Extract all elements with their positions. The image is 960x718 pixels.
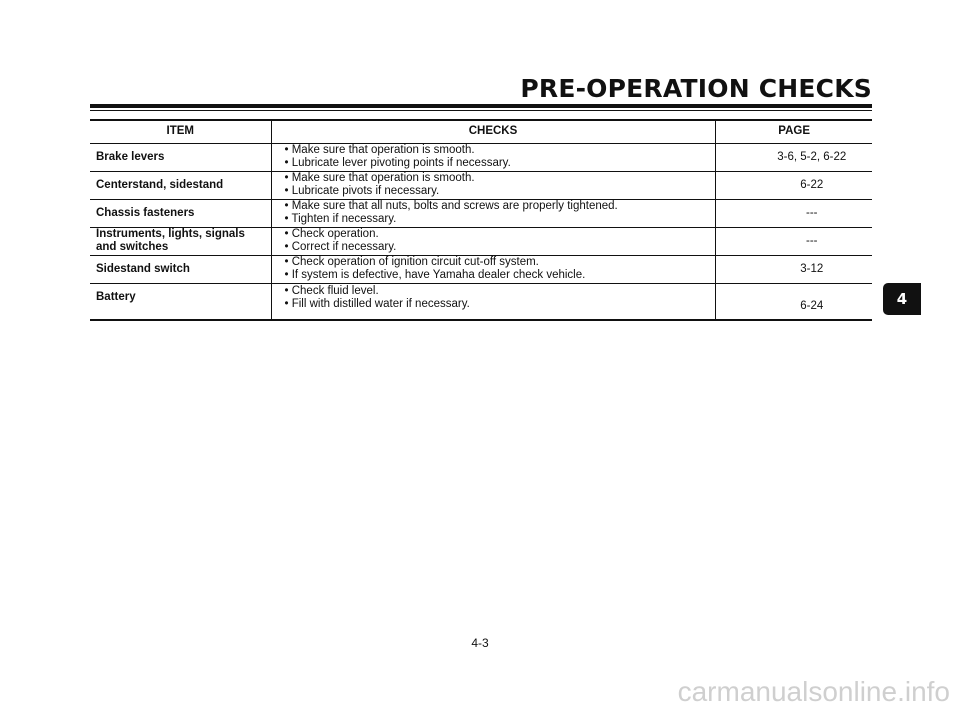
check-bullet: • Correct if necessary. [284,241,397,253]
table-row [90,171,872,199]
check-bullet: • Tighten if necessary. [284,213,397,225]
check-bullet: • Lubricate pivots if necessary. [284,185,440,197]
header-rule-thick [90,104,872,108]
checks-cell [271,199,715,227]
check-bullet: • Make sure that all nuts, bolts and screws are properly tightened. [284,200,618,212]
item-cell [90,171,271,199]
checks-cell [271,143,715,171]
table-row [90,143,872,171]
table-header-row [90,120,872,143]
check-bullet: • Check operation. [284,228,379,240]
check-bullet: • Fill with distilled water if necessary. [284,297,470,310]
item-cell [90,283,271,320]
item-label: and switches [96,241,169,253]
item-label: Chassis fasteners [96,206,195,219]
check-bullet: • Check operation of ignition circuit cut-off system. [284,256,539,268]
watermark: carmanualsonline.info [677,676,950,707]
page-title: PRE-OPERATION CHECKS [520,74,872,103]
header-rule-thin [90,110,872,111]
pre-operation-checks-table [90,119,872,321]
item-label: Sidestand switch [96,262,190,275]
page-reference: --- [806,206,818,219]
page-number: 4-3 [471,636,489,650]
item-label: Battery [96,290,136,303]
check-bullet: • Lubricate lever pivoting points if necessary. [284,157,511,169]
column-header-checks: CHECKS [271,120,715,143]
page-reference: --- [806,234,818,247]
checks-cell [271,171,715,199]
item-label: Brake levers [96,150,165,163]
table-row [90,227,872,255]
checks-cell [271,283,715,320]
table-row [90,283,872,320]
check-bullet: • Check fluid level. [284,284,379,297]
check-bullet: • Make sure that operation is smooth. [284,144,475,156]
page-reference: 6-24 [800,300,824,312]
table-row [90,255,872,283]
table-row [90,199,872,227]
check-bullet: • Make sure that operation is smooth. [284,172,475,184]
column-header-item: ITEM [90,120,271,143]
column-header-page: PAGE [778,125,810,138]
item-label: Instruments, lights, signals [96,228,245,240]
check-bullet: • If system is defective, have Yamaha dealer check vehicle. [284,269,586,281]
page-reference: 3-12 [800,262,824,275]
page-reference: 6-22 [800,178,824,191]
checks-cell [271,255,715,283]
item-cell [90,199,271,227]
chapter-tab: 4 [883,283,921,315]
checks-cell [271,227,715,255]
item-cell [90,143,271,171]
item-cell [90,255,271,283]
item-cell [90,227,271,255]
item-label: Centerstand, sidestand [96,178,224,191]
page-reference: 3-6, 5-2, 6-22 [777,150,847,163]
